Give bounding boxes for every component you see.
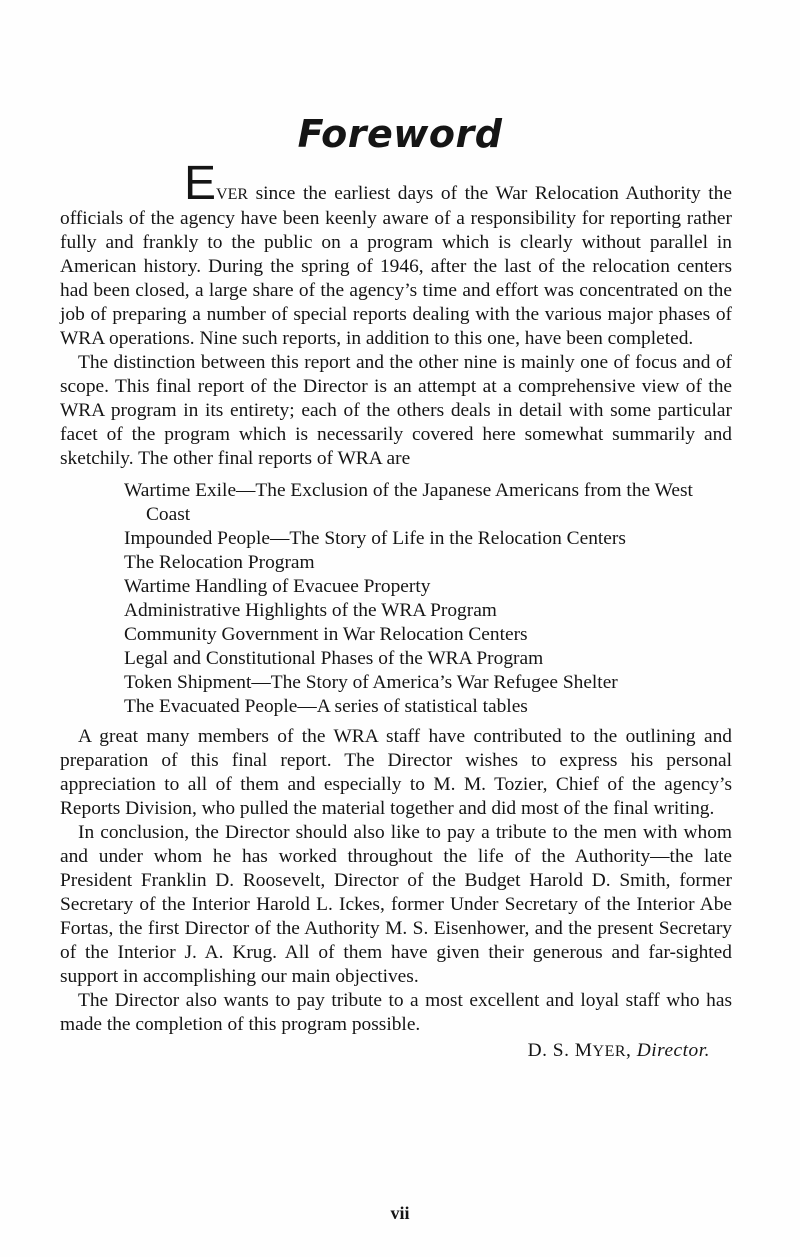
paragraph-acknowledgement: A great many members of the WRA staff have contributed to the outlining and preparation of this final report. The Director wishes to express his personal appreciation to all of them and especially to M. M. Tozier, Chief of the agency’s Reports Division, who pulled the material together and did most of the final writing.	[60, 726, 732, 819]
final-reports-list	[124, 479, 732, 719]
paragraph-staff: The Director also wants to pay tribute to a most excellent and loyal staff who has made the completion of this program possible.	[60, 990, 732, 1035]
paragraph-intro-text: since the earliest days of the War Relocation Authority the officials of the agency have been keenly aware of a responsibility for reporting rather fully and frankly to the public on a program which is clearly without parallel in American history. During the spring of 1946, after the last of the relocation centers had been closed, a large share of the agency’s time and effort was concentrated on the job of preparing a number of special reports dealing with the various major phases of WRA operations. Nine such reports, in addition to this one, have been completed.	[60, 183, 732, 349]
list-item: The Evacuated People—A series of statistical tables	[124, 696, 528, 717]
list-item: Community Government in War Relocation Centers	[124, 624, 528, 645]
paragraph-intro	[60, 157, 732, 351]
signature-role: Director.	[636, 1040, 710, 1061]
list-item: Wartime Exile—The Exclusion of the Japanese Americans from the West Coast	[124, 480, 693, 525]
paragraph-tribute: In conclusion, the Director should also like to pay a tribute to the men with whom and under whom he has worked throughout the life of the Authority—the late President Franklin D. Roosevelt, Director of the Budget Harold D. Smith, former Secretary of the Interior Harold L. Ickes, former Under Secretary of the Interior Abe Fortas, the first Director of the Authority M. S. Eisenhower, and the present Secretary of the Interior J. A. Krug. All of them have given their generous and far-sighted support in accomplishing our main objectives.	[60, 822, 732, 987]
list-item: Administrative Highlights of the WRA Program	[124, 600, 497, 621]
list-item: Legal and Constitutional Phases of the WRA Program	[124, 648, 544, 669]
list-item: The Relocation Program	[124, 552, 315, 573]
signature-initials: D. S. M	[527, 1040, 593, 1061]
signature-surname: YER	[592, 1043, 627, 1060]
document-body	[60, 157, 732, 1064]
page-number: vii	[390, 1203, 410, 1223]
page-title: Foreword	[297, 112, 503, 156]
first-word-small-caps: VER	[216, 186, 249, 203]
signature-comma: ,	[626, 1040, 632, 1061]
list-item: Impounded People—The Story of Life in the Relocation Centers	[124, 528, 626, 549]
list-item: Token Shipment—The Story of America’s War Refugee Shelter	[124, 672, 618, 693]
drop-cap: E	[184, 157, 217, 210]
paragraph-scope: The distinction between this report and the other nine is mainly one of focus and of scope. This final report of the Director is an attempt at a comprehensive view of the WRA program in its entirety; each of the others deals in detail with some particular facet of the program which is necessarily covered here somewhat summarily and sketchily. The other final reports of WRA are	[60, 352, 732, 469]
signature	[60, 1039, 732, 1064]
list-item: Wartime Handling of Evacuee Property	[124, 576, 431, 597]
